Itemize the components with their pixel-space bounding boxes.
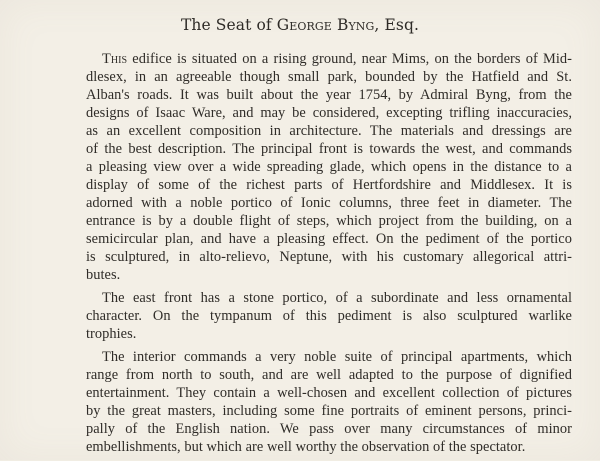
paragraph-1 bbox=[86, 50, 572, 284]
text-line: embellishments, but which are well worthy the observation of the spectator. bbox=[86, 439, 526, 455]
text-line bbox=[86, 50, 572, 68]
text-line: range from north to south, and are well adapted to the purpose of dignified bbox=[86, 367, 572, 383]
text-line: dlesex, in an agreeable though small park, bounded by the Hatfield and St. bbox=[86, 69, 572, 85]
text-line: as an excellent composition in architecture. The materials and dressings are bbox=[86, 123, 572, 139]
text-line: entertainment. They contain a well-chosen and excellent collection of pictures bbox=[86, 385, 572, 401]
text-line: of the best description. The principal front is towards the west, and commands bbox=[86, 141, 572, 157]
text-line: by the great masters, including some fine portraits of eminent persons, princi- bbox=[86, 403, 572, 419]
paragraph-2 bbox=[86, 289, 572, 343]
body-text bbox=[86, 50, 572, 461]
paragraph-3 bbox=[86, 348, 572, 456]
text-line: entrance is by a double flight of steps, which project from the building, on a bbox=[86, 213, 572, 229]
title-prefix: The Seat of bbox=[180, 16, 272, 34]
text-line: The east front has a stone portico, of a subordinate and less ornamental bbox=[102, 290, 572, 306]
text-line: adorned with a noble portico of Ionic columns, three feet in diameter. The bbox=[86, 195, 572, 211]
text-line: Alban's roads. It was built about the year 1754, by Admiral Byng, from the bbox=[86, 87, 572, 103]
text-line: character. On the tympanum of this pediment is also sculptured warlike bbox=[86, 308, 572, 324]
title-suffix: , Esq. bbox=[374, 16, 419, 34]
text-span: edifice is situated on a rising ground, near Mims, on the borders of Mid- bbox=[127, 51, 572, 67]
text-line: is sculptured, in alto-relievo, Neptune, with his customary allegorical attri- bbox=[86, 249, 572, 265]
text-line: The interior commands a very noble suite of principal apartments, which bbox=[102, 349, 572, 365]
first-word-small-caps: This bbox=[102, 51, 128, 67]
text-line: semicircular plan, and have a pleasing effect. On the pediment of the portico bbox=[86, 231, 572, 247]
title-name: George Byng bbox=[276, 16, 375, 34]
text-line: pally of the English nation. We pass over many circumstances of minor bbox=[86, 421, 572, 437]
text-line: a pleasing view over a wide spreading glade, which opens in the distance to a bbox=[86, 159, 572, 175]
page-title bbox=[0, 16, 600, 34]
text-line: trophies. bbox=[86, 326, 137, 342]
text-line: designs of Isaac Ware, and may be considered, excepting trifling inaccuracies, bbox=[86, 105, 572, 121]
text-line: butes. bbox=[86, 267, 121, 283]
text-line: display of some of the richest parts of Hertfordshire and Middlesex. It is bbox=[86, 177, 572, 193]
